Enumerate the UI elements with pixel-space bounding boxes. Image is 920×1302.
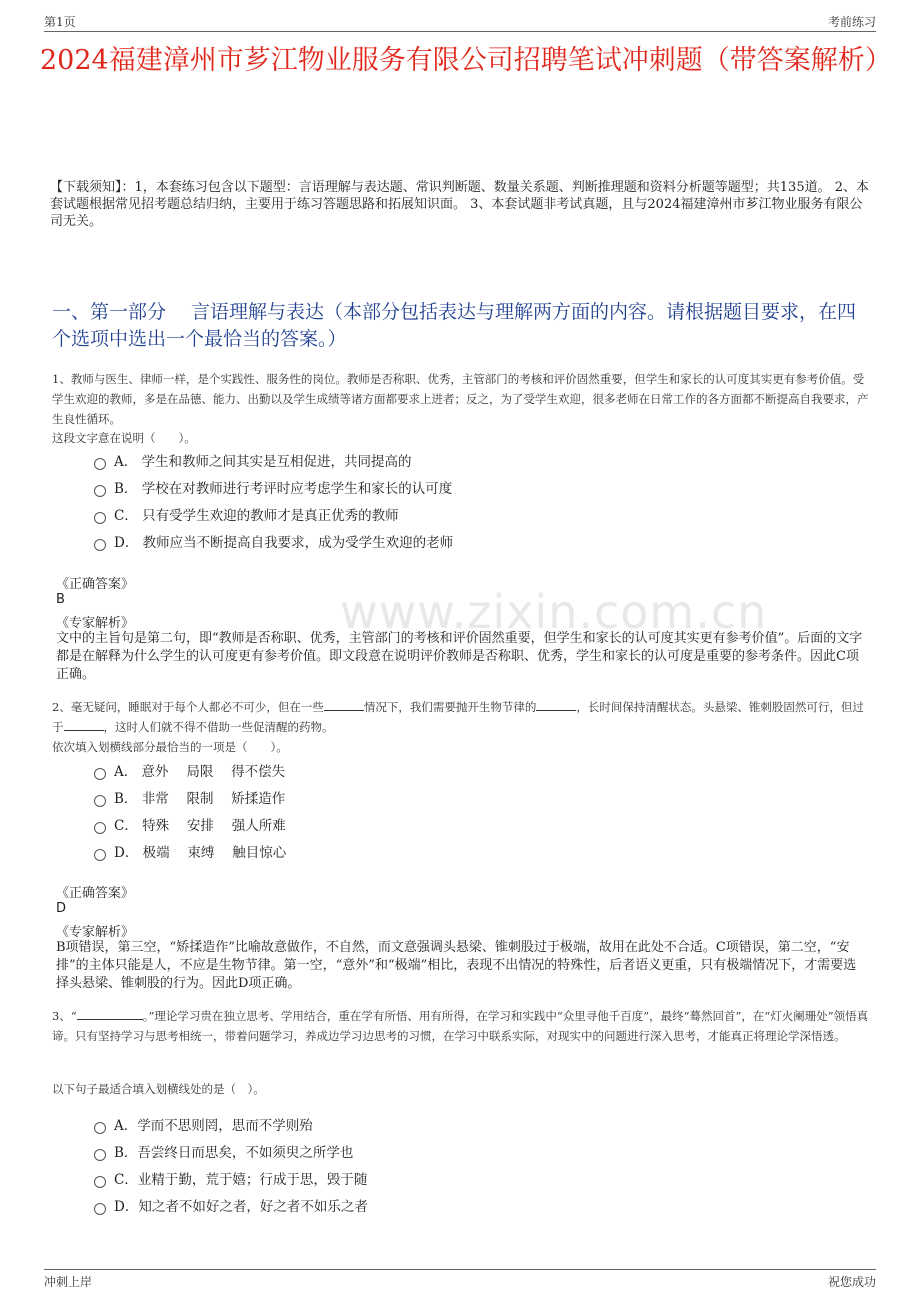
footer-right: 祝您成功 [827,1275,876,1289]
radio-icon[interactable] [94,1176,106,1188]
radio-icon[interactable] [94,1122,106,1134]
question-2-prompt: 依次填入划横线部分最恰当的一项是（ ）。 [52,740,288,754]
footer-left: 冲刺上岸 [44,1275,93,1289]
blank-1 [77,1007,143,1020]
radio-icon[interactable] [94,795,106,807]
radio-icon[interactable] [94,1203,106,1215]
radio-icon[interactable] [94,822,106,834]
question-3-option-a[interactable]: A．学而不思则罔，思而不学则殆 [94,1114,313,1134]
question-2-option-a[interactable]: A． 意外 局限 得不偿失 [94,760,285,780]
question-1-option-d[interactable]: D． 教师应当不断提高自我要求，成为受学生欢迎的老师 [94,531,453,551]
download-notice: 【下载须知】：1，本套练习包含以下题型：言语理解与表达题、常识判断题、数量关系题、判断推理题和资料分析题等题型；共135道。 2、本套试题根据常见招考题总结归纳，主要用于练习答题思路和拓展知识面。 3、本套试题非考试真题，且与2024福建漳州市芗江物业服务有限公司无关。 [50,180,869,229]
question-1-option-c[interactable]: C． 只有受学生欢迎的教师才是真正优秀的教师 [94,504,399,524]
question-2-answer: D [56,901,67,916]
question-2-option-b[interactable]: B． 非常 限制 矫揉造作 [94,787,285,807]
question-1-option-b[interactable]: B． 学校在对教师进行考评时应考虑学生和家长的认可度 [94,477,452,497]
question-2-analysis-label: 《专家解析》 [56,925,135,940]
question-1-stem: 1、教师与医生、律师一样，是个实践性、服务性的岗位。教师是否称职、优秀，主管部门的考核和评价固然重要，但学生和家长的认可度其实更有参考价值。受学生欢迎的教师，多是在品德、能力、出勤以及学生成绩等诸方面都要求上进者；反之，为了受学生欢迎，很多老师在日常工作的各方面都不断提高自我要求，产生良性循环。 [52,372,869,426]
question-2-analysis: B项错误，第三空，“矫揉造作”比喻故意做作，不自然，而文意强调头悬梁、锥刺股过于极端，故用在此处不合适。C项错误，第二空，“安排”的主体只能是人，不应是生物节律。第一空，“意外”和“极端”相比，表现不出情况的特殊性，后者语义更重，只有极端情况下，才需要选择头悬梁、锥刺股的行为。因此D项正确。 [56,940,857,991]
header-page-label: 第1页 [44,15,76,29]
radio-icon[interactable] [94,849,106,861]
radio-icon[interactable] [94,485,106,497]
question-2-answer-label: 《正确答案》 [56,886,135,901]
question-1-analysis-label: 《专家解析》 [56,616,135,631]
question-1-answer-label: 《正确答案》 [56,577,135,592]
question-3-prompt: 以下句子最适合填入划横线处的是（ ）。 [52,1082,265,1096]
blank-3 [64,718,104,731]
radio-icon[interactable] [94,539,106,551]
radio-icon[interactable] [94,458,106,470]
radio-icon[interactable] [94,512,106,524]
question-1-option-a[interactable]: A． 学生和教师之间其实是互相促进，共同提高的 [94,450,412,470]
question-2-option-c[interactable]: C． 特殊 安排 强人所难 [94,814,286,834]
document-title: 2024福建漳州市芗江物业服务有限公司招聘笔试冲刺题（带答案解析） [40,45,892,76]
blank-2 [536,698,576,711]
watermark: www.zixin.com.cn [340,585,768,639]
section-title: 一、第一部分 言语理解与表达（本部分包括表达与理解两方面的内容。请根据题目要求，在四个选项中选出一个最恰当的答案。） [52,301,857,350]
question-1-answer: B [56,592,65,607]
question-2-option-d[interactable]: D． 极端 束缚 触目惊心 [94,841,286,861]
header-doc-type: 考前练习 [827,15,876,29]
question-1-analysis: 文中的主旨句是第二句，即“教师是否称职、优秀，主管部门的考核和评价固然重要，但学生和家长的认可度其实更有参考价值”。后面的文字都是在解释为什么学生的认可度更有参考价值。即文段意在说明评价教师是否称职、优秀，学生和家长的认可度是重要的参考条件。因此C项正确。 [56,631,863,682]
question-2-stem: 2、毫无疑问，睡眠对于每个人都必不可少，但在一些 情况下，我们需要抛开生物节律的 ，长时间保持清醒状态。头悬梁、锥刺股固然可行，但过于 ，这时人们就不得不借助一些促清醒的药物。 [52,700,864,734]
radio-icon[interactable] [94,1149,106,1161]
question-3-option-c[interactable]: C．业精于勤，荒于嬉；行成于思，毁于随 [94,1168,367,1188]
question-1-prompt: 这段文字意在说明（ ）。 [52,431,196,445]
question-3-option-d[interactable]: D．知之者不如好之者，好之者不如乐之者 [94,1195,368,1215]
question-3-stem: 3、“ 。”理论学习贵在独立思考、学用结合，重在学有所悟、用有所得，在学习和实践中“众里寻他千百度”，最终“蓦然回首”，在“灯火阑珊处”领悟真谛。只有坚持学习与思考相统一，带着问题学习，养成边学习边思考的习惯，在学习中联系实际，对现实中的问题进行深入思考，才能真正将理论学深悟透。 [52,1009,869,1043]
radio-icon[interactable] [94,768,106,780]
footer-divider [44,1269,876,1270]
question-3-option-b[interactable]: B．吾尝终日而思矣，不如须臾之所学也 [94,1141,353,1161]
header-divider [44,31,876,32]
blank-1 [324,698,364,711]
